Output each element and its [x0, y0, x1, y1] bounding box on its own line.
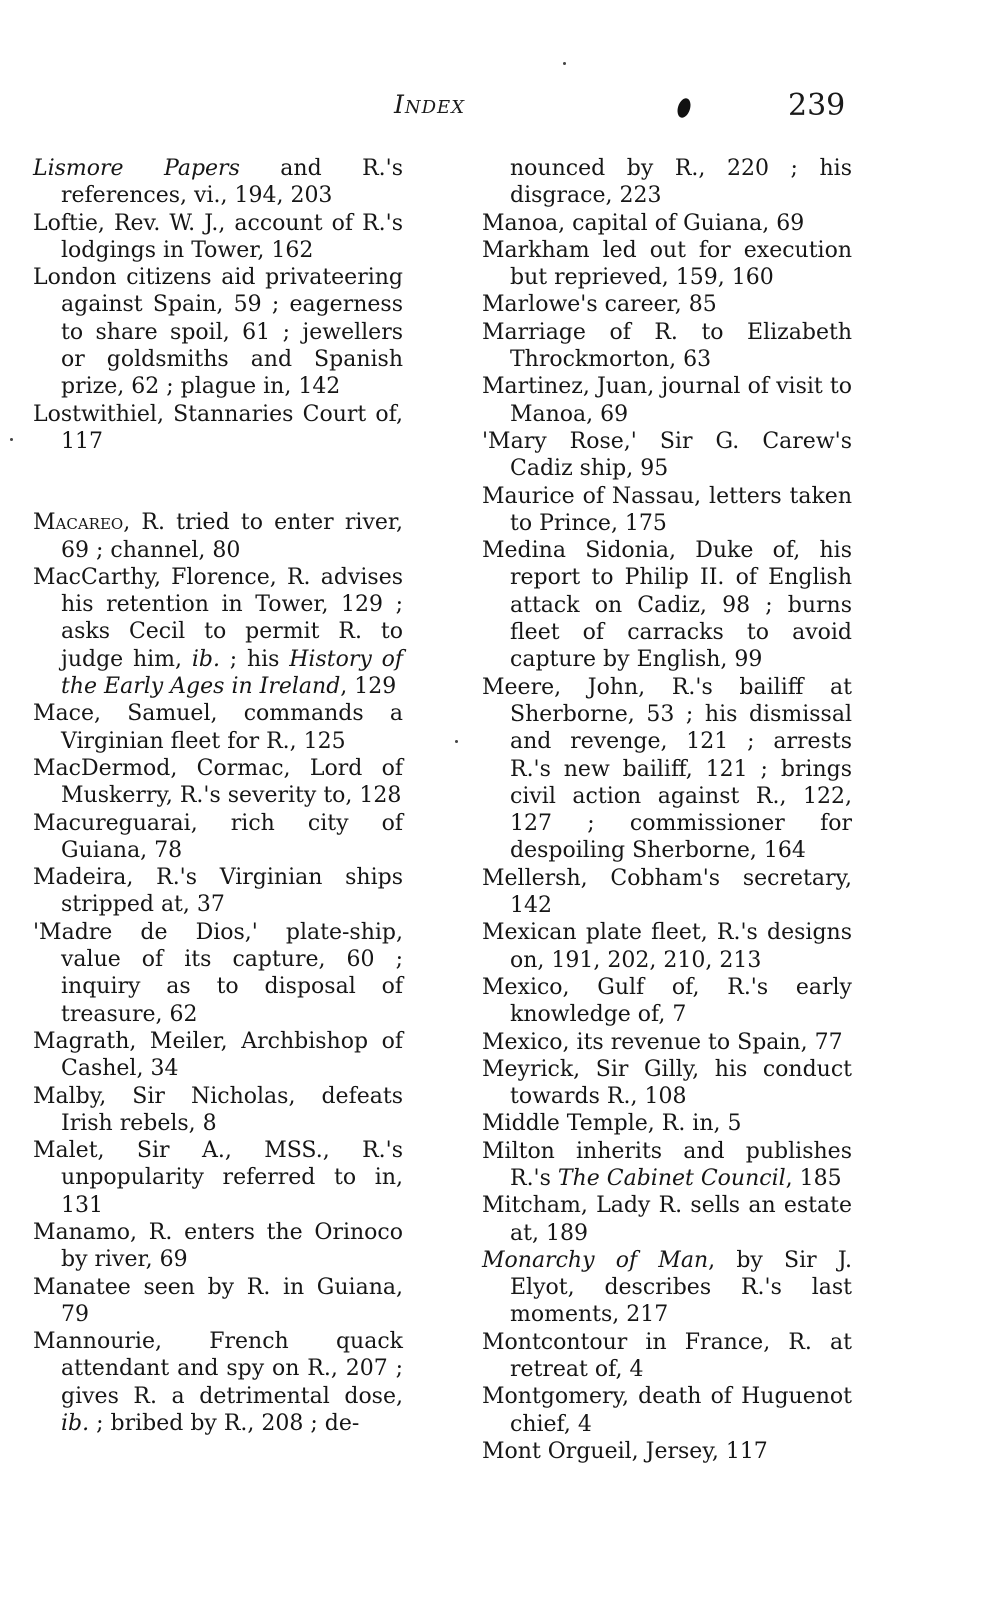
entry-text: nounced by R., 220 ; his disgrace, 223 [510, 156, 852, 209]
entry-text: Middle Temple, R. in, 5 [482, 1111, 742, 1137]
index-entry [482, 974, 852, 1029]
index-entry [482, 319, 852, 374]
entry-text: MacDermod, Cormac, Lord of Muskerry, R.'s severity to, 128 [33, 755, 403, 809]
index-entry [33, 564, 403, 700]
italic-text: ib. [61, 1411, 90, 1437]
italic-text: ib. [191, 646, 220, 672]
ink-speck [455, 740, 458, 743]
entry-text: Medina Sidonia, Duke of, his report to Philip II. of English attack on Cadiz, 98 ; burns fleet of carracks to avoid capture by English, 99 [482, 538, 852, 673]
italic-text: History of the Early Ages in Ireland [61, 646, 403, 700]
index-entry [482, 537, 852, 673]
ornament-icon [675, 97, 693, 120]
index-entry [482, 1329, 852, 1384]
italic-text: Lismore Papers [33, 156, 240, 181]
index-entry [33, 700, 403, 755]
index-entry [33, 755, 403, 810]
index-entry [33, 1028, 403, 1083]
running-title: Index [394, 90, 466, 119]
entry-text: and R.'s references, vi., 194, 203 [61, 156, 403, 209]
entry-text: Manamo, R. enters the Orinoco by river, 69 [33, 1219, 403, 1273]
entry-text: Loftie, Rev. W. J., account of R.'s lodgings in Tower, 162 [33, 210, 403, 263]
index-entry [482, 237, 852, 292]
index-entry [33, 1219, 403, 1274]
italic-text: Monarchy of Man [482, 1247, 709, 1273]
index-entry [33, 1137, 403, 1219]
entry-text: , R. tried to enter river, 69 ; channel, 80 [61, 510, 403, 563]
entry-text: Lostwithiel, Stannaries Court of, 117 [33, 401, 403, 454]
index-entry [482, 1110, 852, 1137]
entry-text: Malet, Sir A., MSS., R.'s unpopularity referred to in, 131 [33, 1138, 403, 1218]
entry-text: 'Madre de Dios,' plate-ship, value of its capture, 60 ; inquiry as to disposal of treasure, 62 [33, 919, 403, 1027]
index-entry [482, 483, 852, 538]
index-entry [482, 1438, 852, 1465]
entry-text: Magrath, Meiler, Archbishop of Cashel, 34 [33, 1028, 403, 1082]
entry-text: Markham led out for execution but reprieved, 159, 160 [482, 237, 852, 291]
ink-speck [563, 62, 566, 65]
index-entry [482, 1247, 852, 1329]
entry-text: , by Sir J. Elyot, describes R.'s last moments, 217 [510, 1247, 852, 1328]
entry-text: Malby, Sir Nicholas, defeats Irish rebels, 8 [33, 1083, 403, 1136]
index-entry [33, 919, 403, 1028]
index-entry [482, 919, 852, 974]
index-entry-continuation [482, 155, 852, 210]
page-number: 239 [788, 88, 846, 123]
index-entry [482, 1029, 852, 1056]
entry-text: Mellersh, Cobham's secretary, 142 [482, 865, 852, 919]
small-caps-text: Macareo [33, 510, 124, 536]
index-entry [33, 509, 403, 564]
left-index-column [33, 155, 403, 1437]
index-entry [482, 674, 852, 865]
entry-text: Mont Orgueil, Jersey, 117 [482, 1438, 768, 1464]
entry-text: Meyrick, Sir Gilly, his conduct towards R., 108 [482, 1056, 852, 1110]
index-entry [482, 291, 852, 318]
entry-text: Mexico, Gulf of, R.'s early knowledge of, 7 [482, 974, 852, 1028]
entry-text: Macureguarai, rich city of Guiana, 78 [33, 810, 403, 863]
entry-text: Milton inherits and publishes R.'s [482, 1138, 852, 1191]
index-entry [482, 865, 852, 920]
entry-text: Mexico, its revenue to Spain, 77 [482, 1029, 843, 1055]
entry-text: Montgomery, death of Huguenot chief, 4 [482, 1384, 852, 1437]
index-entry [33, 210, 403, 265]
index-entry [482, 1192, 852, 1247]
entry-text: Marlowe's career, 85 [482, 292, 717, 318]
entry-text: Mace, Samuel, commands a Virginian fleet for R., 125 [33, 701, 403, 754]
entry-text: Marriage of R. to Elizabeth Throckmorton, 63 [482, 319, 852, 373]
page-header [0, 90, 1008, 134]
index-entry [33, 1083, 403, 1138]
index-entry [33, 864, 403, 919]
entry-text: ; his [219, 646, 290, 672]
index-entry [33, 1328, 403, 1437]
entry-text: , 185 [785, 1165, 842, 1191]
index-entry [482, 373, 852, 428]
entry-text: Mexican plate fleet, R.'s designs on, 191, 202, 210, 213 [482, 920, 852, 973]
entry-text: Madeira, R.'s Virginian ships stripped at, 37 [33, 865, 403, 918]
index-entry [33, 264, 403, 400]
entry-text: London citizens aid privateering against Spain, 59 ; eagerness to share spoil, 61 ; jewellers or goldsmiths and Spanish prize, 62 ; plague in, 142 [33, 265, 403, 400]
index-entry [482, 428, 852, 483]
letter-section-gap [33, 455, 403, 509]
index-entry [33, 810, 403, 865]
entry-text: Meere, John, R.'s bailiff at Sherborne, 53 ; his dismissal and revenge, 121 ; arrests R.'s new bailiff, 121 ; brings civil action against R., 122, 127 ; commissioner for despoiling Sherborne, 164 [482, 674, 852, 864]
entry-text: MacCarthy, Florence, R. advises his retention in Tower, 129 ; asks Cecil to permit R. to judge him, [33, 564, 403, 672]
index-entry [33, 1274, 403, 1329]
index-entry [482, 1138, 852, 1193]
entry-text: Martinez, Juan, journal of visit to Manoa, 69 [482, 374, 852, 427]
entry-text: Manoa, capital of Guiana, 69 [482, 210, 805, 236]
index-entry [482, 1056, 852, 1111]
entry-text: Manatee seen by R. in Guiana, 79 [33, 1274, 403, 1327]
index-entry [33, 401, 403, 456]
ink-speck [10, 438, 13, 441]
italic-text: The Cabinet Council [557, 1165, 786, 1191]
right-index-column [482, 155, 852, 1465]
entry-text: Montcontour in France, R. at retreat of, 4 [482, 1329, 852, 1383]
entry-text: 'Mary Rose,' Sir G. Carew's Cadiz ship, 95 [482, 428, 852, 482]
entry-text: Mannourie, French quack attendant and spy on R., 207 ; gives R. a detrimental dose, [33, 1329, 403, 1409]
index-entry [33, 155, 403, 210]
index-entry [482, 1383, 852, 1438]
entry-text: , 129 [340, 674, 397, 700]
entry-text: ; bribed by R., 208 ; de- [89, 1411, 360, 1437]
entry-text: Maurice of Nassau, letters taken to Prince, 175 [482, 483, 852, 536]
entry-text: Mitcham, Lady R. sells an estate at, 189 [482, 1193, 852, 1246]
index-entry [482, 210, 852, 237]
